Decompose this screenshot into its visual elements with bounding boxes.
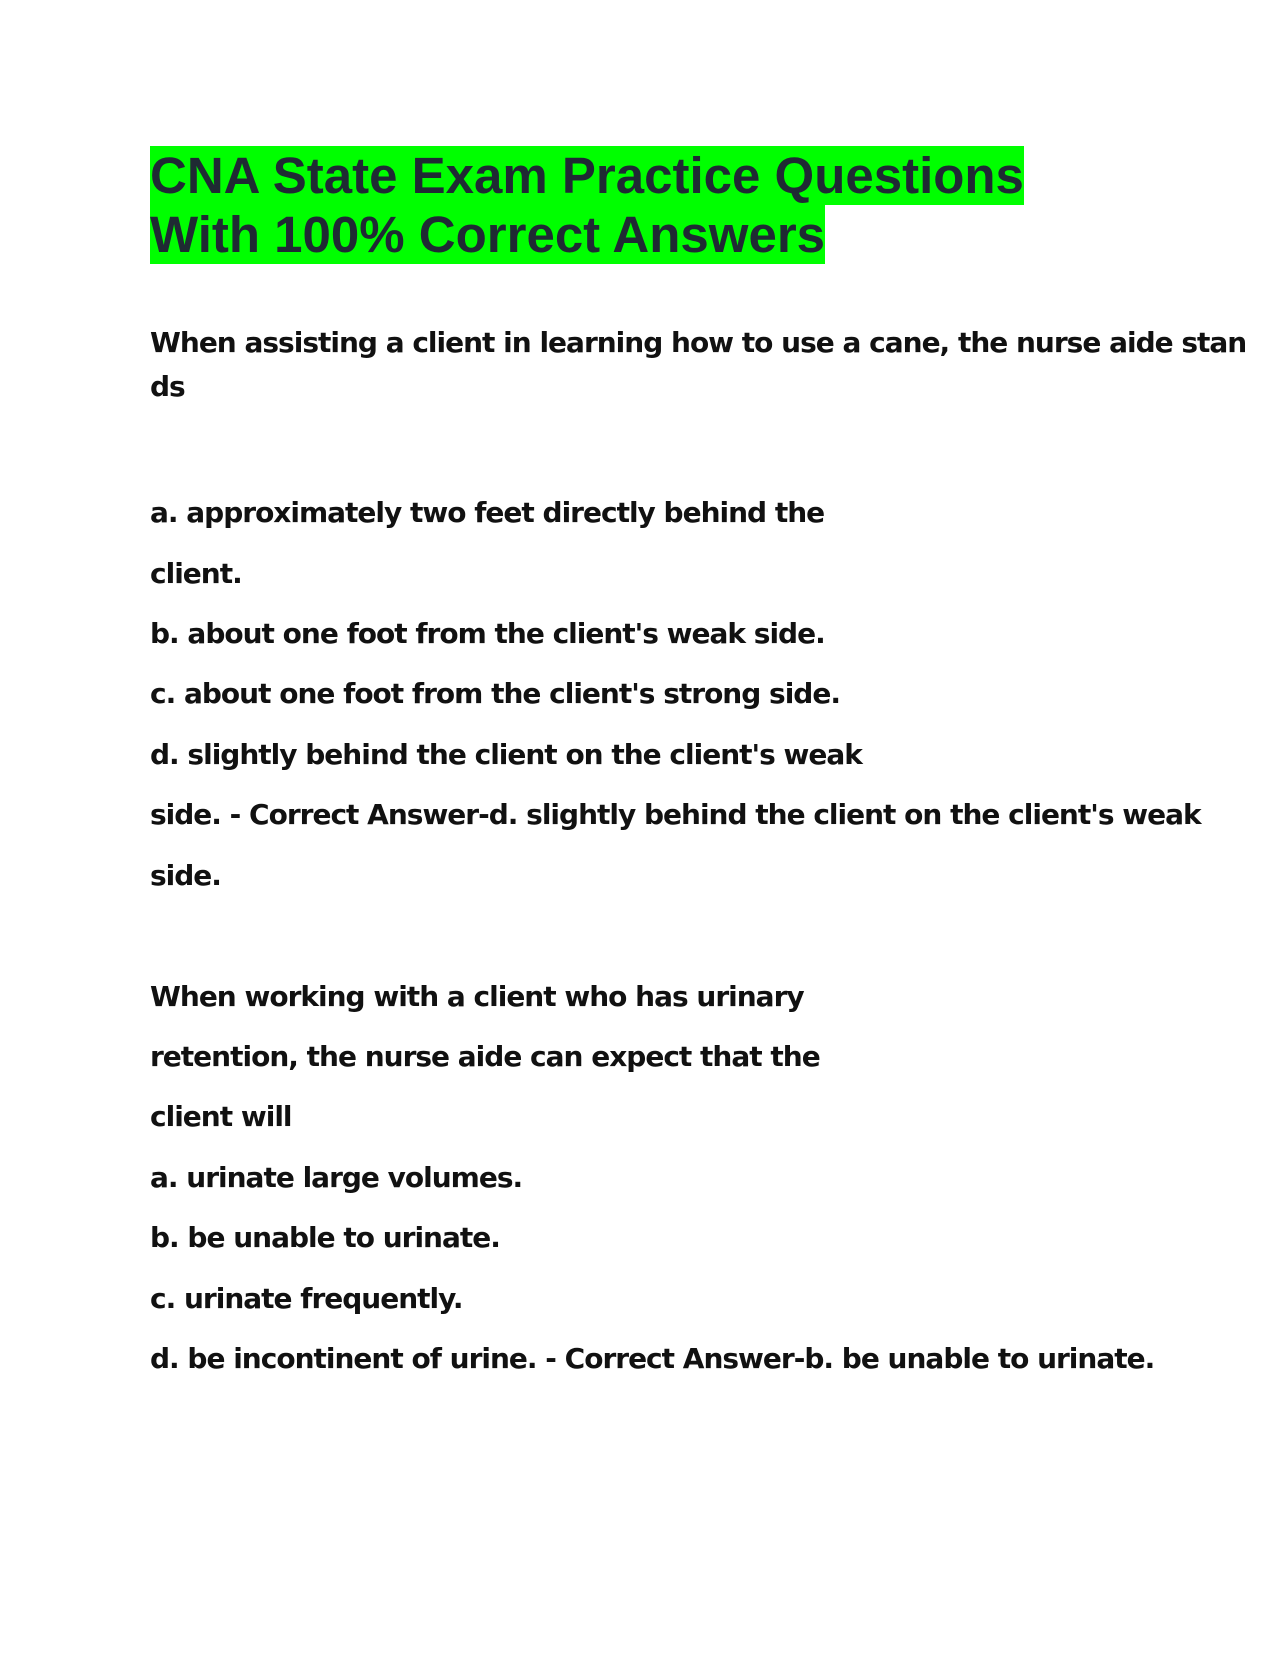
- q1-option-a-line-1: a. approximately two feet directly behind the: [150, 496, 825, 529]
- title-line-2: With 100% Correct Answers: [150, 206, 826, 263]
- q1-option-d-line-3: side.: [150, 859, 221, 892]
- q1-option-d-line-1: d. slightly behind the client on the client's weak: [150, 738, 862, 771]
- document-title: [150, 146, 1024, 264]
- q1-option-c: c. about one foot from the client's strong side.: [150, 677, 840, 710]
- q1-option-d-line-2: side. - Correct Answer-d. slightly behind the client on the client's weak: [150, 798, 1201, 831]
- q2-option-c: c. urinate frequently.: [150, 1282, 463, 1315]
- q2-stem-line-1: When working with a client who has urinary: [150, 980, 804, 1013]
- q2-option-b: b. be unable to urinate.: [150, 1221, 500, 1254]
- q1-stem-line-1: When assisting a client in learning how to use a cane, the nurse aide stan: [150, 326, 1247, 359]
- title-line-1: CNA State Exam Practice Questions: [150, 147, 1024, 204]
- q1-stem-line-2: ds: [150, 370, 185, 403]
- q2-option-a: a. urinate large volumes.: [150, 1161, 523, 1194]
- q1-option-b: b. about one foot from the client's weak side.: [150, 617, 825, 650]
- q2-stem-line-3: client will: [150, 1100, 292, 1133]
- q2-option-d: d. be incontinent of urine. - Correct Answer-b. be unable to urinate.: [150, 1342, 1155, 1375]
- q1-option-a-line-2: client.: [150, 557, 242, 590]
- q2-stem-line-2: retention, the nurse aide can expect that the: [150, 1040, 820, 1073]
